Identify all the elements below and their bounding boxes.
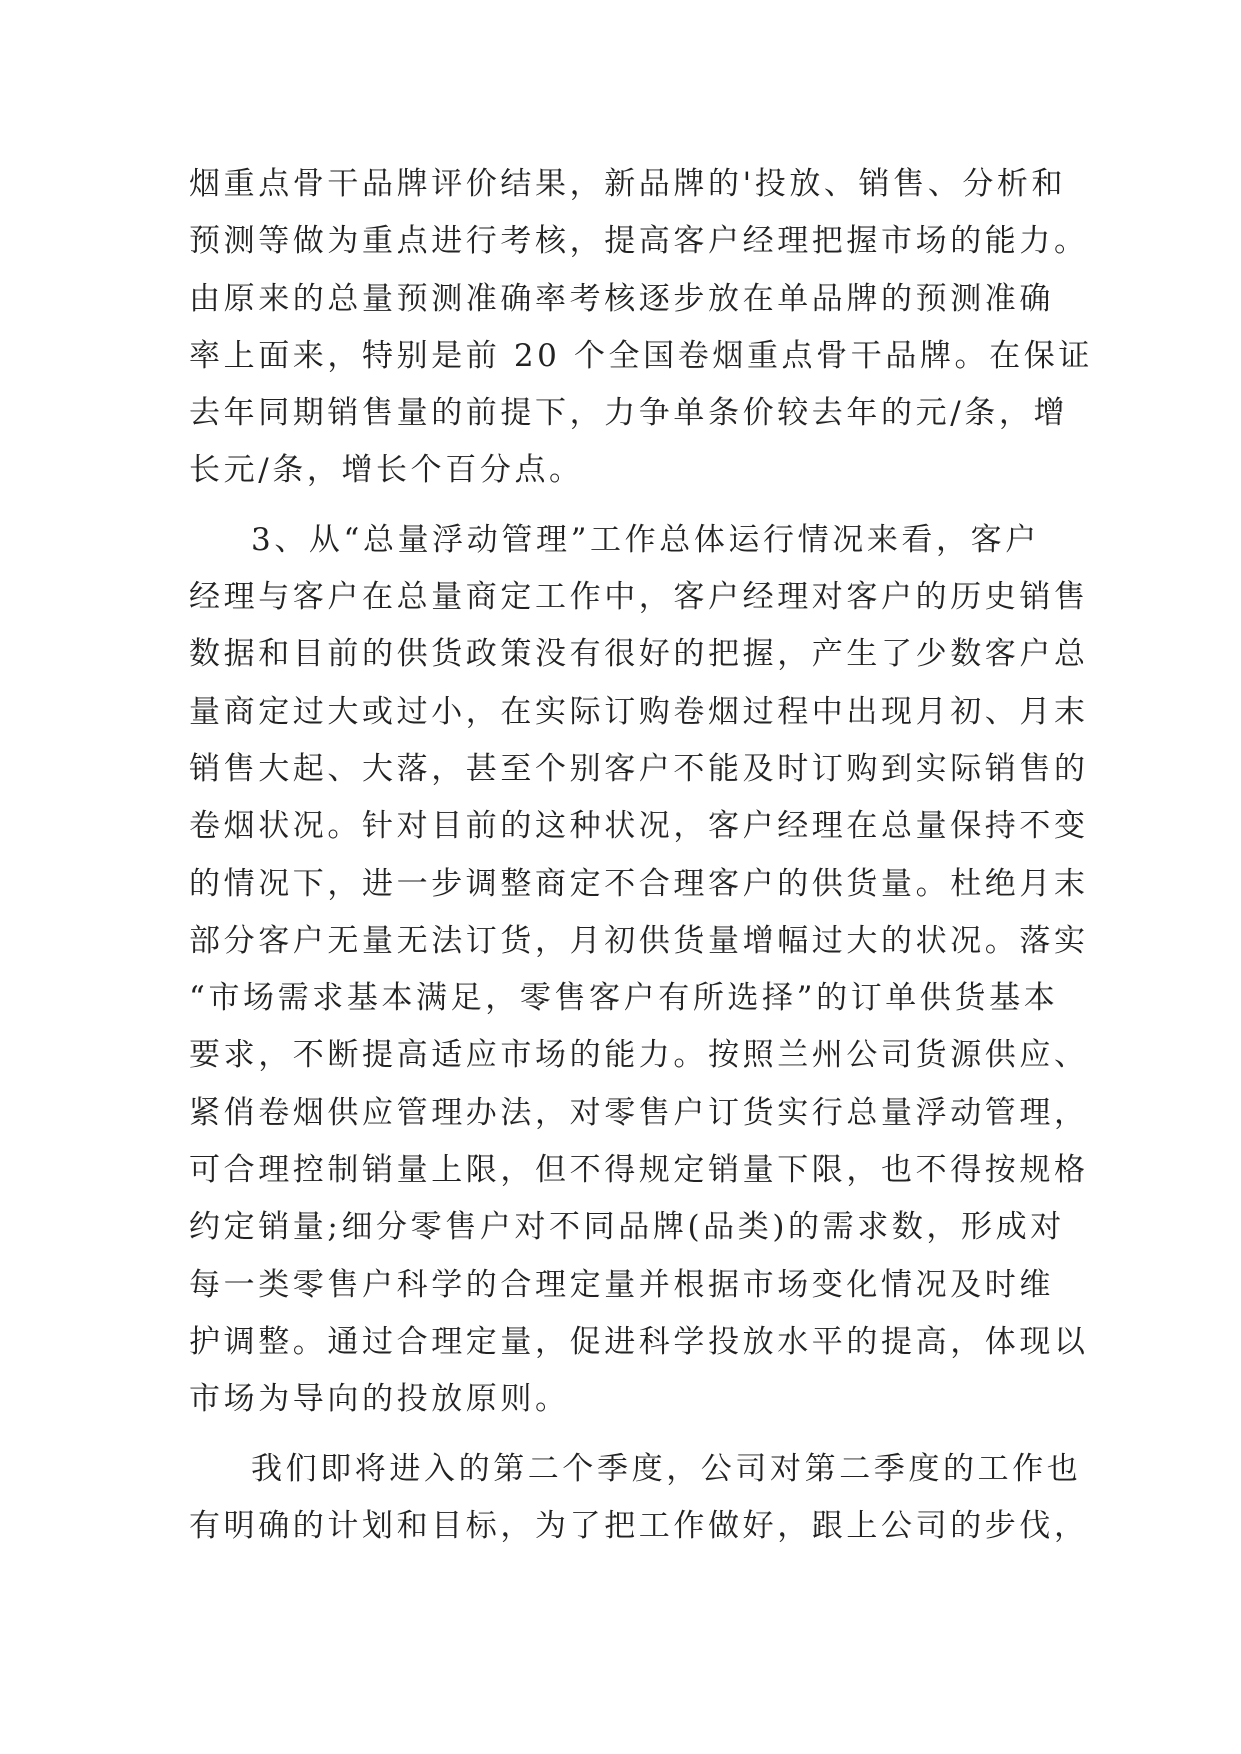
text-line: 率上面来，特别是前 20 个全国卷烟重点骨干品牌。在保证: [189, 337, 1093, 374]
text-line: 烟重点骨干品牌评价结果，新品牌的'投放、销售、分析和: [189, 166, 1067, 202]
text-line: 我们即将进入的第二个季度，公司对第二季度的工作也: [251, 1450, 1082, 1487]
text-line: 长元/条，增长个百分点。: [189, 452, 584, 489]
text-line: 每一类零售户科学的合理定量并根据市场变化情况及时维: [189, 1266, 1054, 1303]
text-line: 要求，不断提高适应市场的能力。按照兰州公司货源供应、: [189, 1037, 1089, 1074]
text-line: 部分客户无量无法订货，月初供货量增幅过大的状况。落实: [189, 922, 1089, 959]
text-line: 由原来的总量预测准确率考核逐步放在单品牌的预测准确: [189, 280, 1054, 317]
text-line: 3、从“总量浮动管理”工作总体运行情况来看，客户: [251, 521, 1040, 558]
paragraph-2: [189, 512, 1089, 1429]
text-line: 有明确的计划和目标，为了把工作做好，跟上公司的步伐，: [189, 1507, 1089, 1544]
document-body: [189, 156, 1093, 1555]
text-line: 紧俏卷烟供应管理办法，对零售户订货实行总量浮动管理，: [189, 1094, 1089, 1131]
text-line: 数据和目前的供货政策没有很好的把握，产生了少数客户总: [189, 636, 1089, 673]
text-line: “市场需求基本满足，零售客户有所选择”的订单供货基本: [189, 980, 1059, 1017]
text-line: 卷烟状况。针对目前的这种状况，客户经理在总量保持不变: [189, 808, 1089, 845]
text-line: 可合理控制销量上限，但不得规定销量下限，也不得按规格: [189, 1152, 1089, 1189]
text-line: 约定销量;细分零售户对不同品牌(品类)的需求数，形成对: [189, 1209, 1065, 1246]
text-line: 护调整。通过合理定量，促进科学投放水平的提高，体现以: [189, 1323, 1089, 1360]
paragraph-3: [189, 1441, 1089, 1556]
text-line: 量商定过大或过小，在实际订购卷烟过程中出现月初、月末: [189, 693, 1089, 730]
text-line: 的情况下，进一步调整商定不合理客户的供货量。杜绝月末: [189, 865, 1089, 902]
text-line: 市场为导向的投放原则。: [189, 1381, 570, 1418]
text-line: 经理与客户在总量商定工作中，客户经理对客户的历史销售: [189, 579, 1089, 616]
text-line: 去年同期销售量的前提下，力争单条价较去年的元/条，增: [189, 395, 1069, 432]
text-line: 预测等做为重点进行考核，提高客户经理把握市场的能力。: [189, 223, 1089, 260]
paragraph-1: [189, 156, 1093, 500]
text-line: 销售大起、大落，甚至个别客户不能及时订购到实际销售的: [189, 750, 1089, 787]
